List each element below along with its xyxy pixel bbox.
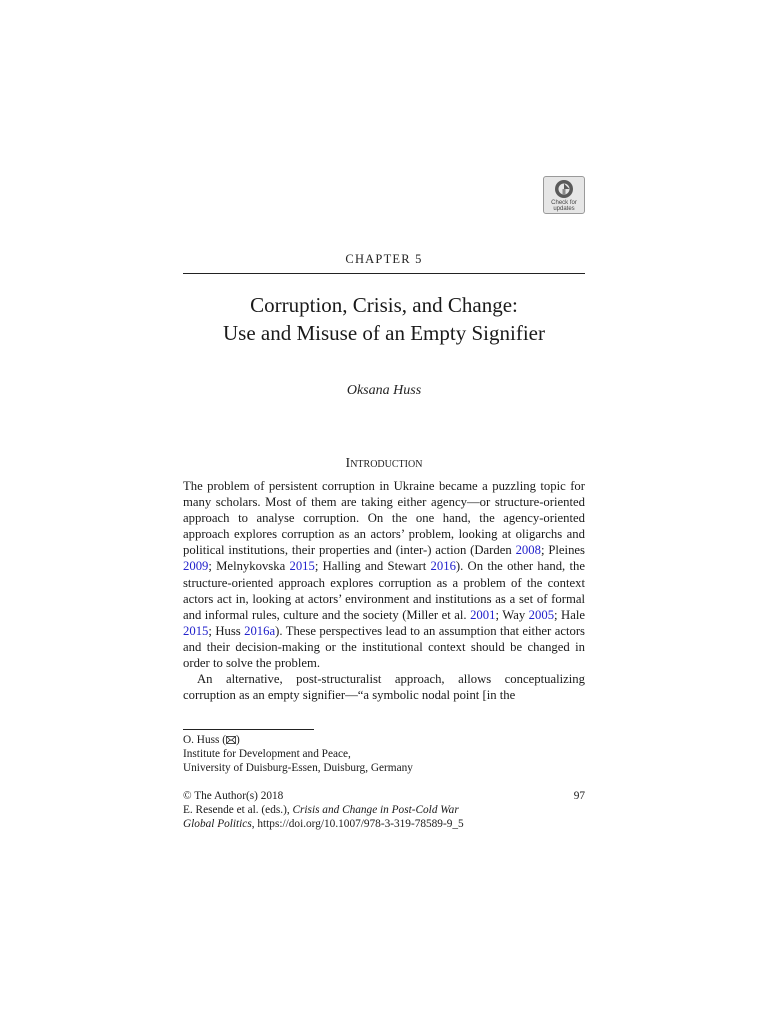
chapter-title xyxy=(183,291,585,347)
paragraph-text: ; Pleines xyxy=(540,543,585,558)
chapter-label: CHAPTER 5 xyxy=(345,252,423,266)
book-editors: E. Resende et al. (eds.), xyxy=(183,804,293,817)
citation-link-darden[interactable]: 2008 xyxy=(515,543,541,558)
envelope-icon[interactable] xyxy=(226,736,236,744)
body-text xyxy=(183,478,585,703)
chapter-title-line-2: Use and Misuse of an Empty Signifier xyxy=(223,321,545,345)
paragraph-1 xyxy=(183,478,585,671)
author-affiliation xyxy=(183,733,585,776)
paragraph-2: An alternative, post-structuralist approach, allows conceptualizing corruption as an empty signifier—“a symbolic nodal point [in the xyxy=(183,672,585,703)
check-for-updates-icon xyxy=(553,179,575,199)
affiliation-name-line xyxy=(183,733,585,747)
affiliation-institute: Institute for Development and Peace, xyxy=(183,748,351,761)
doi-link[interactable]: , https://doi.org/10.1007/978-3-319-78589-9_5 xyxy=(251,818,464,831)
citation-link-hale[interactable]: 2015 xyxy=(183,623,209,638)
chapter-divider xyxy=(183,273,585,274)
book-citation-line-1 xyxy=(183,803,585,817)
citation-link-miller[interactable]: 2001 xyxy=(470,607,496,622)
paragraph-text: ; Hale xyxy=(554,607,585,622)
copyright-line: © The Author(s) 2018 xyxy=(183,790,284,802)
author-name: Oksana Huss xyxy=(346,383,422,398)
paragraph-text: ). These perspectives lead to an assumption that either actors and their decision-making or the institutional context should be changed in order to solve the problem. xyxy=(183,623,585,671)
affiliation-university: University of Duisburg-Essen, Duisburg, Germany xyxy=(183,762,413,775)
citation-link-melnykovska[interactable]: 2015 xyxy=(289,559,315,574)
affiliation-name-close: ) xyxy=(236,734,240,746)
citation-link-way[interactable]: 2005 xyxy=(528,607,555,622)
footnote-divider xyxy=(183,729,314,730)
paragraph-text: ; Huss xyxy=(208,623,245,638)
affiliation-name: O. Huss ( xyxy=(183,734,226,746)
citation-link-halling-stewart[interactable]: 2016 xyxy=(430,559,456,574)
book-title-part-2: Global Politics xyxy=(183,818,252,831)
check-for-updates-badge[interactable] xyxy=(543,176,585,214)
section-heading-introduction: Introduction xyxy=(345,456,423,471)
chapter-title-line-1: Corruption, Crisis, and Change: xyxy=(250,293,518,317)
book-citation-line-2 xyxy=(183,817,585,831)
paragraph-text: ; Way xyxy=(495,607,529,622)
paragraph-text: ; Melnykovska xyxy=(208,559,290,574)
paragraph-text: ). On the other hand, the structure-oriented approach explores corruption as a problem of the context actors act in, looking at actors’ environment and institutions as a set of formal and informal rules, culture and the society (Miller et al. xyxy=(183,559,585,622)
paragraph-text: The problem of persistent corruption in Ukraine became a puzzling topic for many scholars. Most of them are taking either agency—or structure-oriented approach to analyse corruption. On the one hand, the agency-oriented approach explores corruption as an actors’ problem, looking at oligarchs and political institutions, their properties and (inter-) action (Darden xyxy=(183,479,585,558)
publication-meta xyxy=(183,789,585,832)
citation-link-pleines[interactable]: 2009 xyxy=(183,559,209,574)
paragraph-text: ; Halling and Stewart xyxy=(314,559,431,574)
check-for-updates-label: Check for updates xyxy=(551,200,577,212)
book-title-part-1: Crisis and Change in Post-Cold War xyxy=(292,804,459,817)
citation-link-huss[interactable]: 2016a xyxy=(244,623,276,638)
page-number: 97 xyxy=(573,790,585,802)
